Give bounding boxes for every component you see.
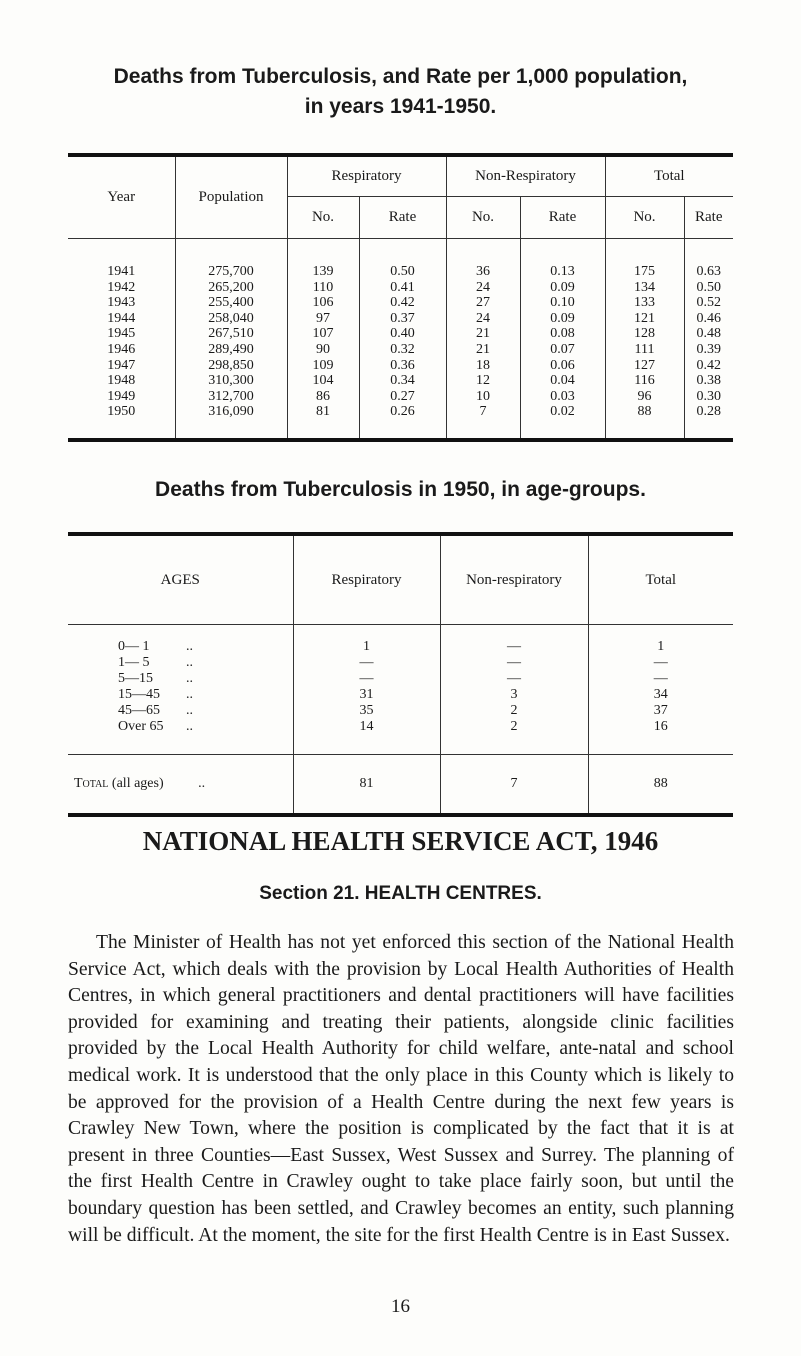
- age-group-cell: [68, 719, 293, 735]
- table-cell: 34: [588, 687, 733, 703]
- table-cell: 37: [588, 703, 733, 719]
- table2-title: Deaths from Tuberculosis in 1950, in age-groups.: [155, 478, 646, 501]
- table-cell: 27: [446, 295, 520, 311]
- table-cell: 96: [605, 389, 684, 405]
- table-cell: 134: [605, 280, 684, 296]
- total-no-header: No.: [605, 196, 684, 238]
- table-cell: 10: [446, 389, 520, 405]
- table-cell: 316,090: [175, 404, 287, 420]
- table-cell: 21: [446, 326, 520, 342]
- table-cell: 267,510: [175, 326, 287, 342]
- table-cell: 1942: [107, 279, 136, 295]
- table-cell: 310,300: [175, 373, 287, 389]
- table-cell: 0.10: [520, 295, 605, 311]
- table-cell: 1944: [107, 310, 136, 326]
- table-cell: 106: [287, 295, 359, 311]
- col-population-header: Population: [175, 155, 287, 238]
- table-row: [68, 326, 733, 342]
- age-group-label: Over 65: [118, 718, 164, 734]
- page-number: 16: [391, 1296, 410, 1317]
- age-group-cell: [68, 687, 293, 703]
- table-cell: 128: [605, 326, 684, 342]
- table-cell: 0.07: [520, 342, 605, 358]
- age-group-label: 45—65: [118, 702, 160, 718]
- table-row: [68, 295, 733, 311]
- table-cell: —: [440, 671, 588, 687]
- table-cell: 0.41: [359, 280, 446, 296]
- table-row: [68, 404, 733, 420]
- table-cell: 298,850: [175, 358, 287, 374]
- table-cell: 2: [440, 703, 588, 719]
- total-respiratory: 81: [293, 755, 440, 815]
- age-group-cell: [68, 655, 293, 671]
- table-cell: 0.63: [684, 264, 733, 280]
- age-group-label: 5—15: [118, 670, 153, 686]
- section-subheading: Section 21. HEALTH CENTRES.: [259, 883, 542, 904]
- table-cell: 0.36: [359, 358, 446, 374]
- table-row: [68, 280, 733, 296]
- col-respiratory-header: Respiratory: [293, 534, 440, 625]
- table-row: [68, 373, 733, 389]
- table1-body: [68, 238, 733, 440]
- table-cell: 1941: [107, 264, 136, 279]
- age-group-label: 15—45: [118, 686, 160, 702]
- table-cell: 0.30: [684, 389, 733, 405]
- table-cell: —: [293, 671, 440, 687]
- table-cell: 1949: [107, 388, 136, 404]
- table-cell: —: [440, 639, 588, 655]
- table2-total-section: [68, 735, 733, 815]
- col-non-respiratory-header: Non-Respiratory: [446, 155, 605, 196]
- tb-by-age-table: [68, 532, 733, 817]
- total-rate-header: Rate: [684, 196, 733, 238]
- table-cell: 0.52: [684, 295, 733, 311]
- dots: ..: [186, 718, 193, 734]
- table-row: [68, 703, 733, 719]
- table-cell: 255,400: [175, 295, 287, 311]
- table2-body: [68, 625, 733, 735]
- table-cell: 265,200: [175, 280, 287, 296]
- table-cell: 0.26: [359, 404, 446, 420]
- table-cell: —: [588, 671, 733, 687]
- dots: ..: [186, 638, 193, 654]
- table-cell: 0.46: [684, 311, 733, 327]
- table-cell: 0.09: [520, 280, 605, 296]
- table-row: [68, 719, 733, 735]
- table-cell: 88: [605, 404, 684, 420]
- table-cell: 1: [293, 639, 440, 655]
- table-row: [68, 687, 733, 703]
- table-cell: 104: [287, 373, 359, 389]
- table-cell: 0.09: [520, 311, 605, 327]
- table-cell: 0.06: [520, 358, 605, 374]
- table-cell: 0.28: [684, 404, 733, 420]
- table-cell: 107: [287, 326, 359, 342]
- total-row: [68, 755, 733, 815]
- table-cell: 0.27: [359, 389, 446, 405]
- table-cell: 139: [287, 264, 359, 280]
- table-cell: 312,700: [175, 389, 287, 405]
- age-group-label: 0— 1: [118, 638, 150, 654]
- table-cell: 111: [605, 342, 684, 358]
- table-cell: 1946: [107, 341, 136, 357]
- table-cell: 7: [446, 404, 520, 420]
- table-row: [68, 639, 733, 655]
- table-cell: 1: [588, 639, 733, 655]
- table-cell: 0.42: [684, 358, 733, 374]
- age-group-cell: [68, 703, 293, 719]
- table-cell: 86: [287, 389, 359, 405]
- table-cell: 21: [446, 342, 520, 358]
- resp-no-header: No.: [287, 196, 359, 238]
- dots: ..: [186, 654, 193, 670]
- table-cell: 0.50: [359, 264, 446, 280]
- table-row: [68, 264, 733, 280]
- total-all: 88: [588, 755, 733, 815]
- total-non-respiratory: 7: [440, 755, 588, 815]
- table-cell: 2: [440, 719, 588, 735]
- table-cell: 35: [293, 703, 440, 719]
- table-cell: 1945: [107, 326, 136, 342]
- table-cell: 12: [446, 373, 520, 389]
- table-cell: 0.34: [359, 373, 446, 389]
- table-cell: 36: [446, 264, 520, 280]
- table-cell: 81: [287, 404, 359, 420]
- table-row: [68, 358, 733, 374]
- table-cell: 0.37: [359, 311, 446, 327]
- table-cell: —: [293, 655, 440, 671]
- table-cell: 0.39: [684, 342, 733, 358]
- nonresp-no-header: No.: [446, 196, 520, 238]
- table-cell: 0.32: [359, 342, 446, 358]
- dots: ..: [186, 702, 193, 718]
- table-cell: 275,700: [175, 264, 287, 280]
- table-cell: 24: [446, 280, 520, 296]
- table-cell: 1948: [107, 373, 136, 389]
- table-cell: 109: [287, 358, 359, 374]
- dots: ..: [186, 670, 193, 686]
- section-heading: NATIONAL HEALTH SERVICE ACT, 1946: [142, 826, 659, 856]
- body-paragraph: The Minister of Health has not yet enforced this section of the National Health Service Act, which deals with the provision by Local Health Authorities of Health Centres, in which general practitioners and dental practitioners will have facilities provided for examining and treating their patients, alongside clinic facilities provided by the Local Health Authority for child welfare, ante-natal and school medical work. It is understood that the only place in this County which is likely to be approved for the provision of a Health Centre during the next few years is Crawley New Town, where the position is complicated by the fact that it is at present in three Counties—East Sussex, West Sussex and Surrey. The planning of the first Health Centre in Crawley ought to take place fairly soon, but until the boundary question has been settled, and Crawley becomes an entity, such planning will be difficult. At the moment, the site for the first Health Centre is in East Sussex.: [68, 932, 734, 1246]
- col-total-header: Total: [588, 534, 733, 625]
- table-cell: 0.02: [520, 404, 605, 420]
- table-cell: 16: [588, 719, 733, 735]
- table-cell: 0.40: [359, 326, 446, 342]
- table1-title-line2: in years 1941-1950.: [304, 95, 497, 118]
- table-cell: —: [440, 655, 588, 671]
- table1-title-line1: Deaths from Tuberculosis, and Rate per 1,000 population,: [113, 65, 688, 88]
- table-cell: 0.13: [520, 264, 605, 280]
- table-cell: 1947: [107, 357, 136, 373]
- col-ages-header: AGES: [68, 534, 293, 625]
- table-cell: 258,040: [175, 311, 287, 327]
- age-group-label: 1— 5: [118, 654, 150, 670]
- col-total-header: Total: [605, 155, 733, 196]
- total-label: Total: [74, 775, 109, 791]
- dots: ..: [186, 686, 193, 702]
- nonresp-rate-header: Rate: [520, 196, 605, 238]
- table-cell: 0.48: [684, 326, 733, 342]
- table-cell: 97: [287, 311, 359, 327]
- table-cell: 0.42: [359, 295, 446, 311]
- table-cell: 14: [293, 719, 440, 735]
- table-row: [68, 342, 733, 358]
- table-cell: 127: [605, 358, 684, 374]
- table-cell: —: [588, 655, 733, 671]
- tb-by-year-table: [68, 153, 733, 442]
- col-non-respiratory-header: Non-respiratory: [440, 534, 588, 625]
- table-cell: 116: [605, 373, 684, 389]
- table1-title: [0, 62, 801, 122]
- table-cell: 3: [440, 687, 588, 703]
- table-row: [68, 389, 733, 405]
- table-cell: 110: [287, 280, 359, 296]
- table-cell: 31: [293, 687, 440, 703]
- table-row: [68, 655, 733, 671]
- total-label-rest: (all ages): [108, 775, 164, 791]
- table-cell: 1943: [107, 295, 136, 311]
- age-group-cell: [68, 639, 293, 655]
- resp-rate-header: Rate: [359, 196, 446, 238]
- dots: ..: [198, 775, 206, 791]
- table-cell: 175: [605, 264, 684, 280]
- col-year-header: Year: [68, 155, 175, 238]
- table-cell: 90: [287, 342, 359, 358]
- table-cell: 133: [605, 295, 684, 311]
- table-cell: 0.04: [520, 373, 605, 389]
- age-group-cell: [68, 671, 293, 687]
- table-cell: 121: [605, 311, 684, 327]
- table-cell: 0.03: [520, 389, 605, 405]
- table-row: [68, 671, 733, 687]
- table-row: [68, 311, 733, 327]
- table-cell: 0.38: [684, 373, 733, 389]
- table-cell: 0.50: [684, 280, 733, 296]
- table-cell: 289,490: [175, 342, 287, 358]
- table-cell: 1950: [107, 404, 136, 420]
- table-cell: 18: [446, 358, 520, 374]
- col-respiratory-header: Respiratory: [287, 155, 446, 196]
- table-cell: 0.08: [520, 326, 605, 342]
- table-cell: 24: [446, 311, 520, 327]
